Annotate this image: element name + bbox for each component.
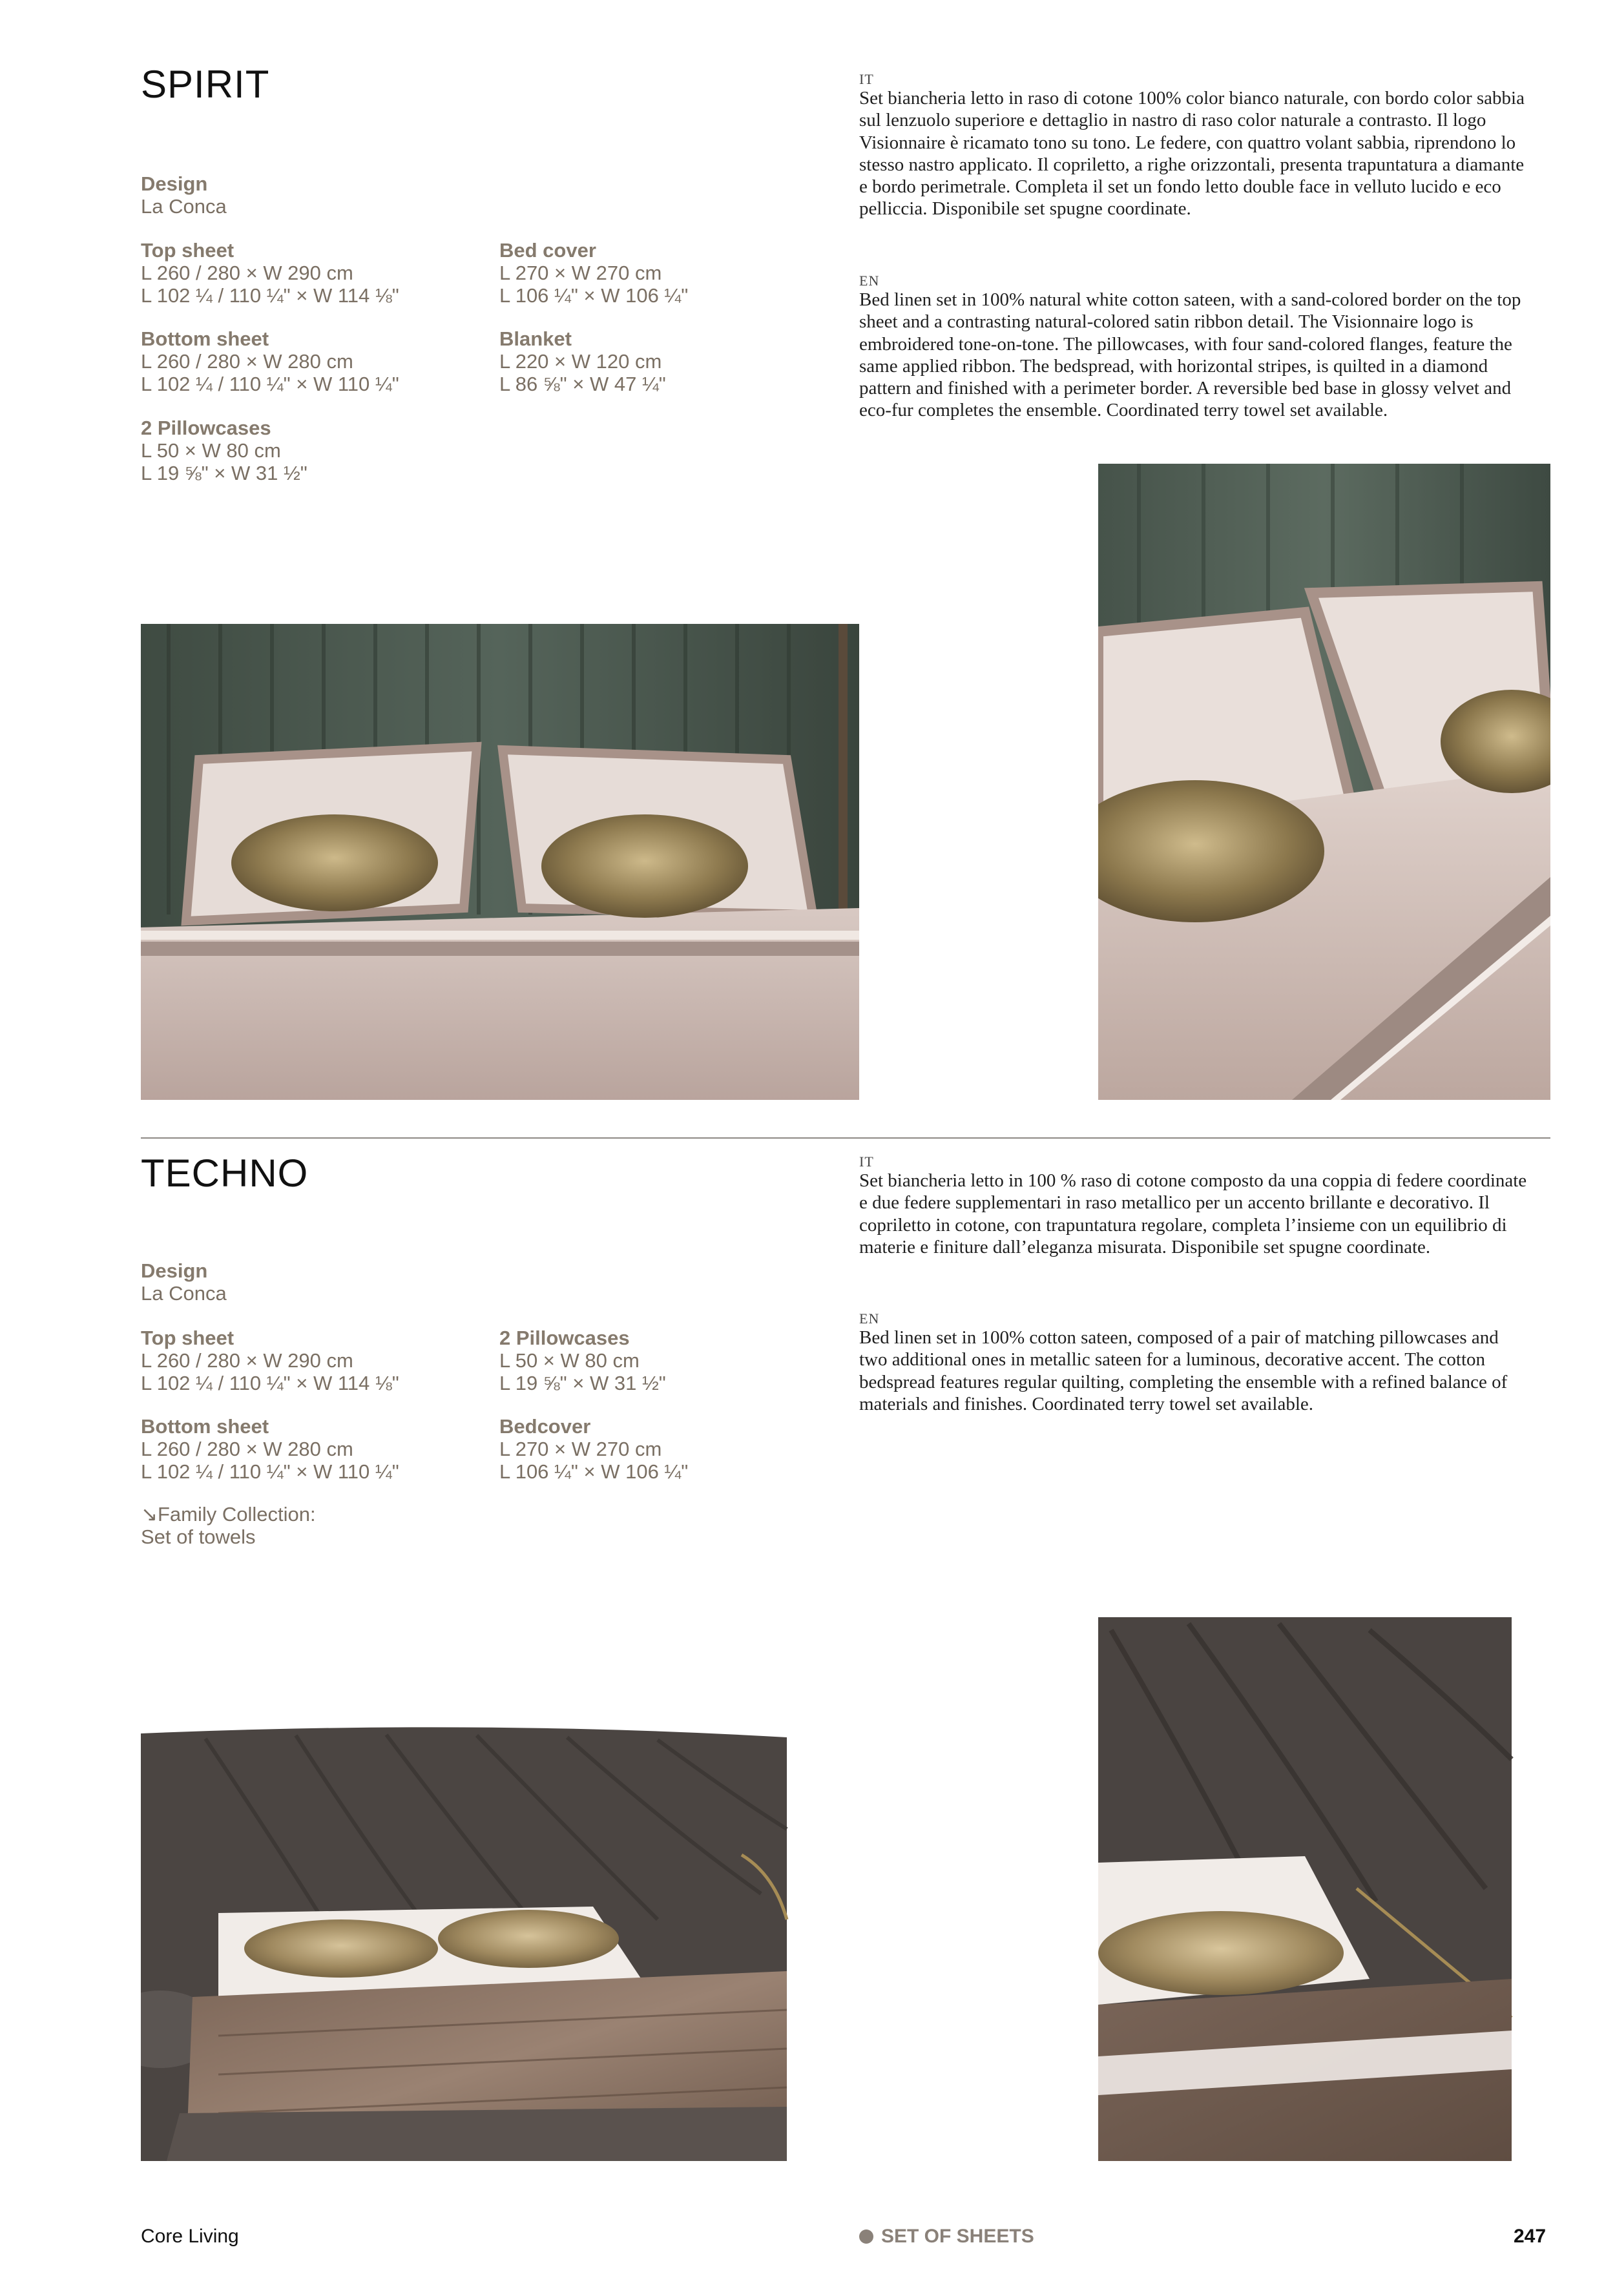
spirit-top-sheet-metric: L 260 / 280 × W 290 cm xyxy=(141,262,353,284)
arrow-down-right-icon: ↘ xyxy=(141,1503,158,1525)
page-number: 247 xyxy=(1514,2226,1547,2247)
spirit-design-block xyxy=(141,172,227,218)
techno-designer: La Conca xyxy=(141,1282,227,1305)
spirit-bed-photo-detail xyxy=(1098,464,1550,1100)
spirit-bottom-sheet-metric: L 260 / 280 × W 280 cm xyxy=(141,350,353,373)
techno-bed-photo-detail xyxy=(1098,1617,1550,2161)
spirit-pillowcases-label: 2 Pillowcases xyxy=(141,417,271,439)
techno-bedcover-label: Bedcover xyxy=(499,1415,591,1438)
spirit-pillowcases-metric: L 50 × W 80 cm xyxy=(141,439,281,462)
spirit-en-label: EN xyxy=(859,273,880,289)
techno-bottom-sheet xyxy=(141,1415,399,1483)
spirit-pillowcases-imperial: L 19 ⅝" × W 31 ½" xyxy=(141,462,307,484)
spirit-it-text: Set biancheria letto in raso di cotone 100% color bianco naturale, con bordo color sabbia sul lenzuolo superiore e dettaglio in nastro di raso color naturale a contrasto. Il logo Visionnaire è ricamato tono su tono. Le federe, con quattro volant sabbia, riprendono lo stesso nastro applicato. Il copriletto, a righe orizzontali, presenta trapuntatura a diamante e bordo perimetrale. Completa il set un fondo letto double face in velluto lucido e eco pelliccia. Disponibile set spugne coordinate. xyxy=(859,88,1525,220)
spirit-bed-cover xyxy=(499,239,688,307)
techno-bedcover xyxy=(499,1415,688,1483)
spirit-bottom-sheet-label: Bottom sheet xyxy=(141,327,269,350)
techno-bedcover-metric: L 270 × W 270 cm xyxy=(499,1438,662,1460)
techno-en-label: EN xyxy=(859,1310,880,1327)
spirit-title: SPIRIT xyxy=(141,63,270,106)
techno-design-label: Design xyxy=(141,1259,208,1282)
footer-section xyxy=(859,2226,1034,2248)
techno-bedcover-imperial: L 106 ¼" × W 106 ¼" xyxy=(499,1460,689,1483)
section-divider xyxy=(141,1137,1550,1139)
spirit-bottom-sheet xyxy=(141,327,399,395)
spirit-bottom-sheet-imperial: L 102 ¼ / 110 ¼" × W 110 ¼" xyxy=(141,373,399,395)
family-collection-sub: Set of towels xyxy=(141,1525,256,1548)
spirit-bed-cover-imperial: L 106 ¼" × W 106 ¼" xyxy=(499,284,689,307)
spirit-top-sheet-label: Top sheet xyxy=(141,239,234,262)
techno-pillowcases xyxy=(499,1327,666,1394)
techno-top-sheet-metric: L 260 / 280 × W 290 cm xyxy=(141,1349,353,1372)
techno-en-text: Bed linen set in 100% cotton sateen, composed of a pair of matching pillowcases and two additional ones in metallic sateen for a luminous, decorative accent. The cotton bedspread features regular quilting, completing the ensemble with a refined balance of materials and finishes. Coordinated terry towel set available. xyxy=(859,1327,1508,1414)
techno-top-sheet-label: Top sheet xyxy=(141,1327,234,1349)
techno-bottom-sheet-label: Bottom sheet xyxy=(141,1415,269,1438)
spirit-bed-cover-label: Bed cover xyxy=(499,239,596,262)
techno-pillowcases-label: 2 Pillowcases xyxy=(499,1327,630,1349)
techno-title: TECHNO xyxy=(141,1152,309,1195)
footer-brand: Core Living xyxy=(141,2226,239,2247)
techno-design-block xyxy=(141,1259,227,1305)
section-dot-icon xyxy=(859,2229,873,2244)
spirit-it-label: IT xyxy=(859,71,874,87)
spirit-top-sheet-imperial: L 102 ¼ / 110 ¼" × W 114 ⅛" xyxy=(141,284,399,307)
techno-top-sheet xyxy=(141,1327,399,1394)
footer-section-label: SET OF SHEETS xyxy=(881,2226,1034,2247)
spirit-blanket-imperial: L 86 ⅝" × W 47 ¼" xyxy=(499,373,666,395)
spirit-blanket-metric: L 220 × W 120 cm xyxy=(499,350,662,373)
spirit-pillowcases xyxy=(141,417,307,484)
spirit-designer: La Conca xyxy=(141,195,227,218)
techno-bottom-sheet-metric: L 260 / 280 × W 280 cm xyxy=(141,1438,353,1460)
techno-top-sheet-imperial: L 102 ¼ / 110 ¼" × W 114 ⅛" xyxy=(141,1372,399,1394)
spirit-top-sheet xyxy=(141,239,399,307)
spirit-bed-cover-metric: L 270 × W 270 cm xyxy=(499,262,662,284)
techno-pillowcases-metric: L 50 × W 80 cm xyxy=(499,1349,640,1372)
spirit-design-label: Design xyxy=(141,172,208,195)
spirit-blanket xyxy=(499,327,666,395)
family-collection-label: Family Collection: xyxy=(157,1503,316,1525)
techno-pillowcases-imperial: L 19 ⅝" × W 31 ½" xyxy=(499,1372,666,1394)
techno-it-text: Set biancheria letto in 100 % raso di cotone composto da una coppia di federe coordinate e due federe supplementari in raso metallico per un accento brillante e decorativo. Il copriletto in cotone, con trapuntatura regolare, completa l’insieme con un equilibrio di materie e finiture dall’eleganza misurata. Disponibile set spugne coordinate. xyxy=(859,1170,1527,1257)
spirit-en-text: Bed linen set in 100% natural white cotton sateen, with a sand-colored border on the top sheet and a contrasting natural-colored satin ribbon detail. The Visionnaire logo is embroidered tone-on-tone. The pillowcases, with four sand-colored flanges, feature the same applied ribbon. The bedspread, with horizontal stripes, is quilted in a diamond pattern and finished with a perimeter border. A reversible bed base in glossy velvet and eco-fur completes the ensemble. Coordinated terry towel set available. xyxy=(859,289,1521,421)
techno-bottom-sheet-imperial: L 102 ¼ / 110 ¼" × W 110 ¼" xyxy=(141,1460,399,1483)
spirit-bed-photo-wide xyxy=(141,624,859,1100)
techno-bed-photo-wide xyxy=(141,1726,859,2161)
family-collection-link[interactable] xyxy=(141,1503,316,1548)
techno-it-label: IT xyxy=(859,1153,874,1170)
spirit-blanket-label: Blanket xyxy=(499,327,572,350)
